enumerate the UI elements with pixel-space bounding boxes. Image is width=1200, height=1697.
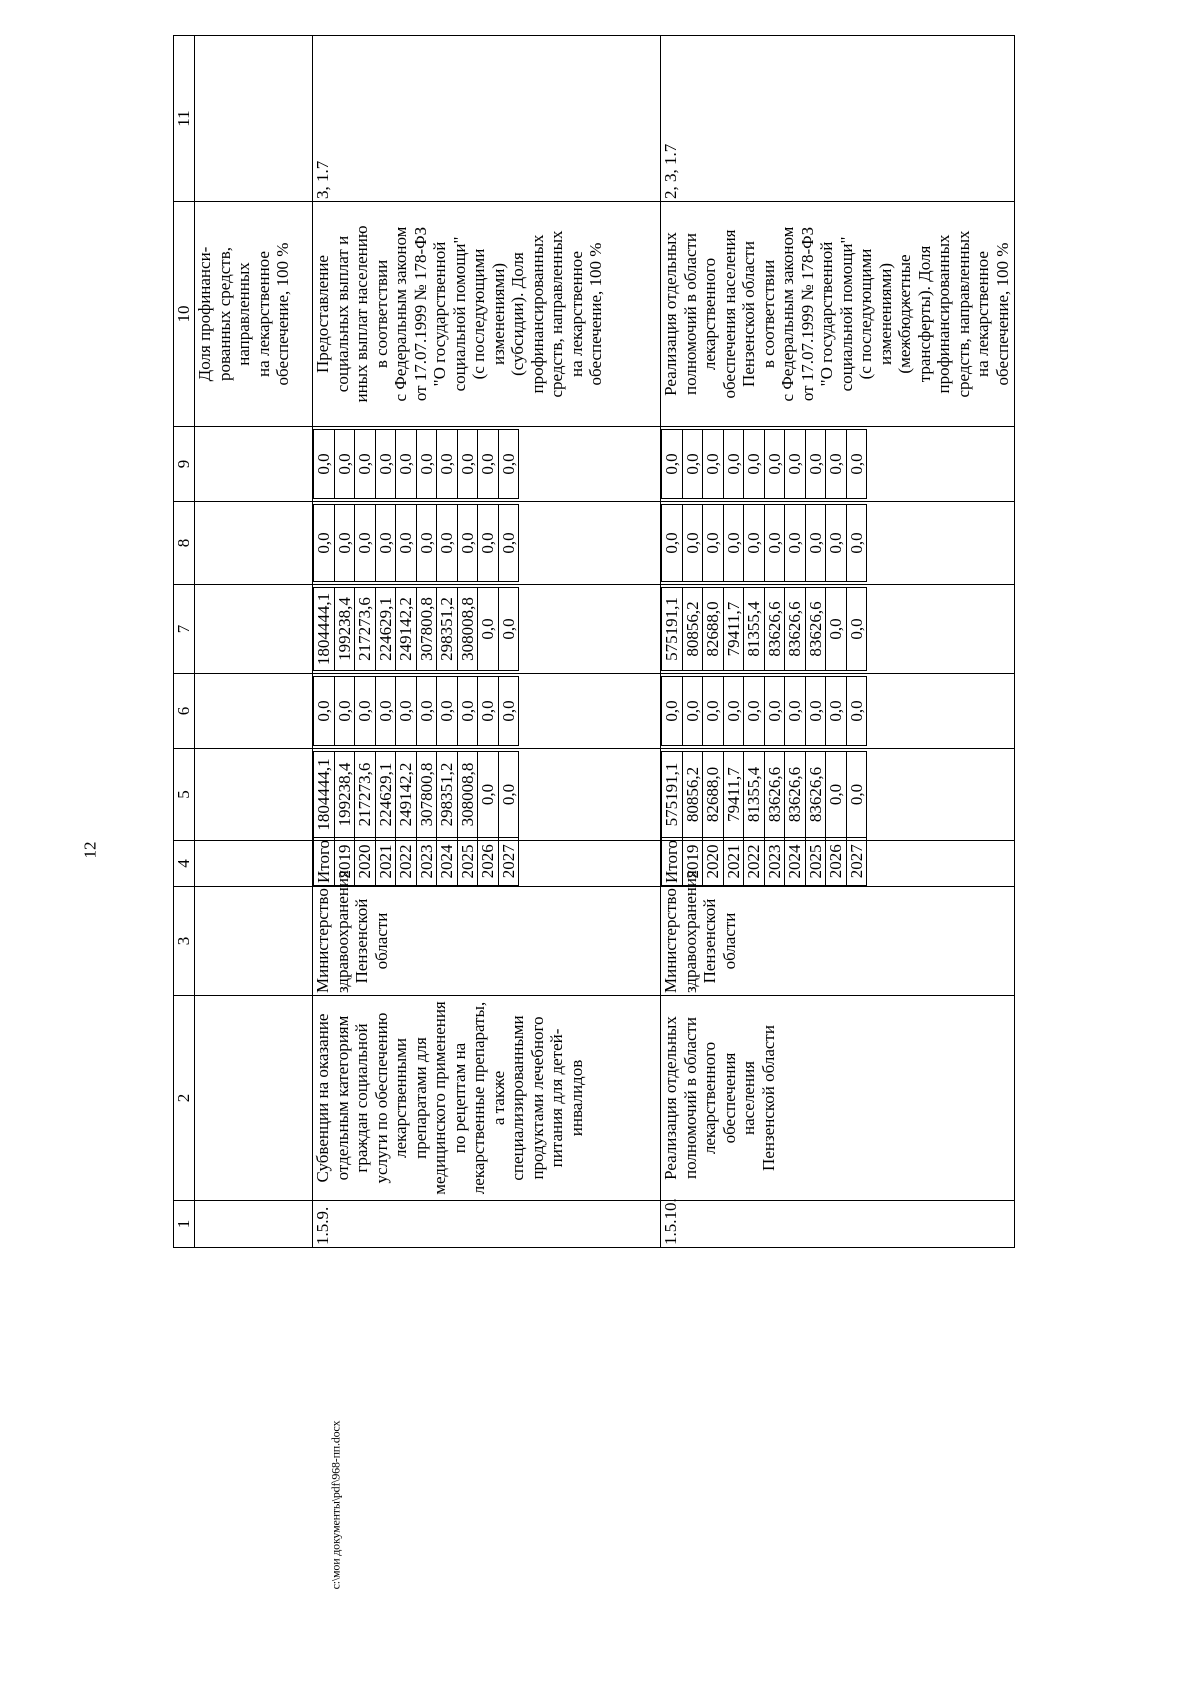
- executor: Министерство здравоохранения Пензенской области: [661, 887, 1015, 996]
- value-cell: 0,0: [723, 505, 744, 582]
- value-cell: 83626,6: [805, 588, 826, 671]
- value-cell: 0,0: [846, 588, 867, 671]
- rotated-page-content: [173, 36, 1118, 1248]
- value-cell: 0,0: [396, 430, 417, 499]
- value-cell: 80856,2: [682, 588, 703, 671]
- value-cell: 0,0: [355, 677, 376, 746]
- value-cell: 0,0: [744, 505, 765, 582]
- value-cell: 0,0: [846, 677, 867, 746]
- value-cell: 79411,7: [723, 588, 744, 671]
- year-label: 2024: [437, 837, 458, 885]
- value-cell: 0,0: [764, 430, 785, 499]
- year-label: 2027: [846, 837, 867, 885]
- cont-cell: [195, 841, 313, 887]
- value-cell: 249142,2: [396, 588, 417, 671]
- value-cell: 307800,8: [416, 752, 437, 838]
- value-cell: 0,0: [826, 677, 847, 746]
- value-cell: 0,0: [457, 505, 478, 582]
- cont-cell: [195, 749, 313, 841]
- value-cell: 0,0: [826, 430, 847, 499]
- measure-name: Субвенции на оказание отдельным категориям граждан социальной услуги по обеспечению лекарственными препаратами для медицинского применения по рецептам на лекарственные препараты, а также специализированными продуктами лечебного питания для детей-инвалидов: [313, 996, 661, 1201]
- value-cell: 0,0: [314, 677, 335, 746]
- value-cell: 83626,6: [764, 752, 785, 838]
- value-cell: 199238,4: [334, 752, 355, 838]
- value-cell: 0,0: [355, 505, 376, 582]
- value-cell: 0,0: [437, 505, 458, 582]
- measure-name: Реализация отдельных полномочий в области лекарственного обеспечения населения Пензенской области: [661, 996, 1015, 1201]
- year-label: 2020: [355, 837, 376, 885]
- measure-row: [661, 36, 1015, 1248]
- year-label: 2022: [396, 837, 417, 885]
- value-cell: 0,0: [805, 677, 826, 746]
- year-label: 2022: [744, 837, 765, 885]
- cont-cell: [195, 1201, 313, 1248]
- header-col-2: 2: [174, 996, 195, 1201]
- value-cell: 0,0: [682, 430, 703, 499]
- funding-col7-list: [661, 585, 1015, 674]
- executor: Министерство здравоохранения Пензенской области: [313, 887, 661, 996]
- header-col-8: 8: [174, 502, 195, 585]
- value-cell: 0,0: [416, 430, 437, 499]
- years-list: [313, 841, 661, 887]
- value-cell: 0,0: [498, 752, 519, 838]
- funding-col9-list: [661, 427, 1015, 502]
- header-col-3: 3: [174, 887, 195, 996]
- cont-cell: [195, 996, 313, 1201]
- value-cell: 0,0: [498, 588, 519, 671]
- value-cell: 307800,8: [416, 588, 437, 671]
- value-cell: 0,0: [826, 588, 847, 671]
- value-cell: 298351,2: [437, 588, 458, 671]
- header-row: [174, 36, 195, 1248]
- value-cell: 0,0: [457, 430, 478, 499]
- value-cell: 0,0: [682, 677, 703, 746]
- page-number: 12: [80, 841, 100, 859]
- header-col-11: 11: [174, 36, 195, 202]
- value-cell: 0,0: [662, 430, 683, 499]
- header-col-4: 4: [174, 841, 195, 887]
- header-col-9: 9: [174, 427, 195, 502]
- indicator-text: Реализация отдельных полномочий в области лекарственного обеспечения населения Пензенской области в соответствии с Федеральным законом от 17.07.1999 № 178-ФЗ "О государственной социальной помощи" (с последующими изменениями) (межбюджетные трансферты). Доля профинансированных средств, направленных на лекарственное обеспечение, 100 %: [661, 202, 1015, 427]
- value-cell: 0,0: [498, 505, 519, 582]
- footer-file-path: c:\мои документы\pdf\968-пп.docx: [328, 1420, 343, 1590]
- header-col-1: 1: [174, 1201, 195, 1248]
- value-cell: 0,0: [314, 430, 335, 499]
- year-label: 2019: [682, 837, 703, 885]
- value-cell: 1804444,1: [314, 752, 335, 838]
- value-cell: 82688,0: [703, 752, 724, 838]
- funding-col6-list: [661, 674, 1015, 749]
- value-cell: 0,0: [805, 430, 826, 499]
- year-label: Итого: [662, 837, 683, 885]
- cont-indicator-text: Доля профинанси- рованных средств, направленных на лекарственное обеспечение, 100 %: [195, 202, 313, 427]
- value-cell: 83626,6: [764, 588, 785, 671]
- funding-col9-list: [313, 427, 661, 502]
- value-cell: 224629,1: [375, 588, 396, 671]
- value-cell: 0,0: [785, 677, 806, 746]
- value-cell: 0,0: [846, 505, 867, 582]
- value-cell: 83626,6: [785, 588, 806, 671]
- year-label: 2021: [723, 837, 744, 885]
- funding-total-list: [313, 749, 661, 841]
- header-col-5: 5: [174, 749, 195, 841]
- funding-total-list: [661, 749, 1015, 841]
- value-cell: 0,0: [478, 752, 499, 838]
- value-cell: 0,0: [703, 505, 724, 582]
- value-cell: 308008,8: [457, 752, 478, 838]
- cont-cell: [195, 585, 313, 674]
- value-cell: 82688,0: [703, 588, 724, 671]
- value-cell: 0,0: [682, 505, 703, 582]
- value-cell: 224629,1: [375, 752, 396, 838]
- value-cell: 0,0: [355, 430, 376, 499]
- year-label: 2023: [764, 837, 785, 885]
- value-cell: 0,0: [396, 505, 417, 582]
- task-links: 3, 1.7: [313, 36, 661, 202]
- cont-cell: [195, 36, 313, 202]
- year-label: 2027: [498, 837, 519, 885]
- value-cell: 0,0: [437, 677, 458, 746]
- year-label: 2021: [375, 837, 396, 885]
- value-cell: 0,0: [805, 505, 826, 582]
- value-cell: 0,0: [498, 430, 519, 499]
- value-cell: 0,0: [846, 752, 867, 838]
- value-cell: 0,0: [785, 430, 806, 499]
- value-cell: 0,0: [416, 505, 437, 582]
- value-cell: 0,0: [334, 505, 355, 582]
- value-cell: 83626,6: [805, 752, 826, 838]
- year-label: Итого: [314, 837, 335, 885]
- value-cell: 0,0: [826, 752, 847, 838]
- value-cell: 0,0: [396, 677, 417, 746]
- year-label: 2019: [334, 837, 355, 885]
- value-cell: 0,0: [662, 505, 683, 582]
- value-cell: 0,0: [662, 677, 683, 746]
- value-cell: 0,0: [478, 430, 499, 499]
- continuation-row: [195, 36, 313, 1248]
- value-cell: 575191,1: [662, 588, 683, 671]
- cont-cell: [195, 674, 313, 749]
- funding-col8-list: [661, 502, 1015, 585]
- value-cell: 0,0: [764, 505, 785, 582]
- value-cell: 0,0: [744, 677, 765, 746]
- value-cell: 0,0: [375, 505, 396, 582]
- program-measures-table: [173, 35, 1015, 1248]
- header-col-10: 10: [174, 202, 195, 427]
- measure-row: [313, 36, 661, 1248]
- year-label: 2024: [785, 837, 806, 885]
- measure-number: 1.5.10.: [661, 1201, 1015, 1248]
- header-col-6: 6: [174, 674, 195, 749]
- value-cell: 308008,8: [457, 588, 478, 671]
- header-col-7: 7: [174, 585, 195, 674]
- value-cell: 0,0: [703, 430, 724, 499]
- value-cell: 0,0: [457, 677, 478, 746]
- value-cell: 0,0: [334, 677, 355, 746]
- value-cell: 0,0: [723, 677, 744, 746]
- value-cell: 0,0: [478, 505, 499, 582]
- value-cell: 0,0: [703, 677, 724, 746]
- task-links: 2, 3, 1.7: [661, 36, 1015, 202]
- value-cell: 0,0: [437, 430, 458, 499]
- funding-col8-list: [313, 502, 661, 585]
- value-cell: 217273,6: [355, 588, 376, 671]
- measure-number: 1.5.9.: [313, 1201, 661, 1248]
- value-cell: 0,0: [478, 677, 499, 746]
- value-cell: 249142,2: [396, 752, 417, 838]
- year-label: 2025: [805, 837, 826, 885]
- funding-col7-list: [313, 585, 661, 674]
- value-cell: 0,0: [744, 430, 765, 499]
- value-cell: 0,0: [498, 677, 519, 746]
- value-cell: 0,0: [334, 430, 355, 499]
- value-cell: 0,0: [478, 588, 499, 671]
- year-label: 2026: [826, 837, 847, 885]
- value-cell: 81355,4: [744, 588, 765, 671]
- value-cell: 0,0: [375, 677, 396, 746]
- value-cell: 81355,4: [744, 752, 765, 838]
- value-cell: 1804444,1: [314, 588, 335, 671]
- funding-col6-list: [313, 674, 661, 749]
- indicator-text: Предоставление социальных выплат и иных выплат населению в соответствии с Федеральным законом от 17.07.1999 № 178-ФЗ "О государственной социальной помощи" (с последующими изменениями) (субсидии). Доля профинансированных средств, направленных на лекарственное обеспечение, 100 %: [313, 202, 661, 427]
- cont-cell: [195, 887, 313, 996]
- value-cell: 199238,4: [334, 588, 355, 671]
- year-label: 2023: [416, 837, 437, 885]
- cont-cell: [195, 427, 313, 502]
- year-label: 2025: [457, 837, 478, 885]
- value-cell: 0,0: [826, 505, 847, 582]
- cont-cell: [195, 502, 313, 585]
- value-cell: 83626,6: [785, 752, 806, 838]
- year-label: 2026: [478, 837, 499, 885]
- value-cell: 217273,6: [355, 752, 376, 838]
- year-label: 2020: [703, 837, 724, 885]
- value-cell: 298351,2: [437, 752, 458, 838]
- value-cell: 80856,2: [682, 752, 703, 838]
- value-cell: 0,0: [846, 430, 867, 499]
- value-cell: 0,0: [785, 505, 806, 582]
- value-cell: 0,0: [723, 430, 744, 499]
- value-cell: 0,0: [375, 430, 396, 499]
- value-cell: 0,0: [416, 677, 437, 746]
- value-cell: 575191,1: [662, 752, 683, 838]
- value-cell: 0,0: [314, 505, 335, 582]
- value-cell: 79411,7: [723, 752, 744, 838]
- value-cell: 0,0: [764, 677, 785, 746]
- years-list: [661, 841, 1015, 887]
